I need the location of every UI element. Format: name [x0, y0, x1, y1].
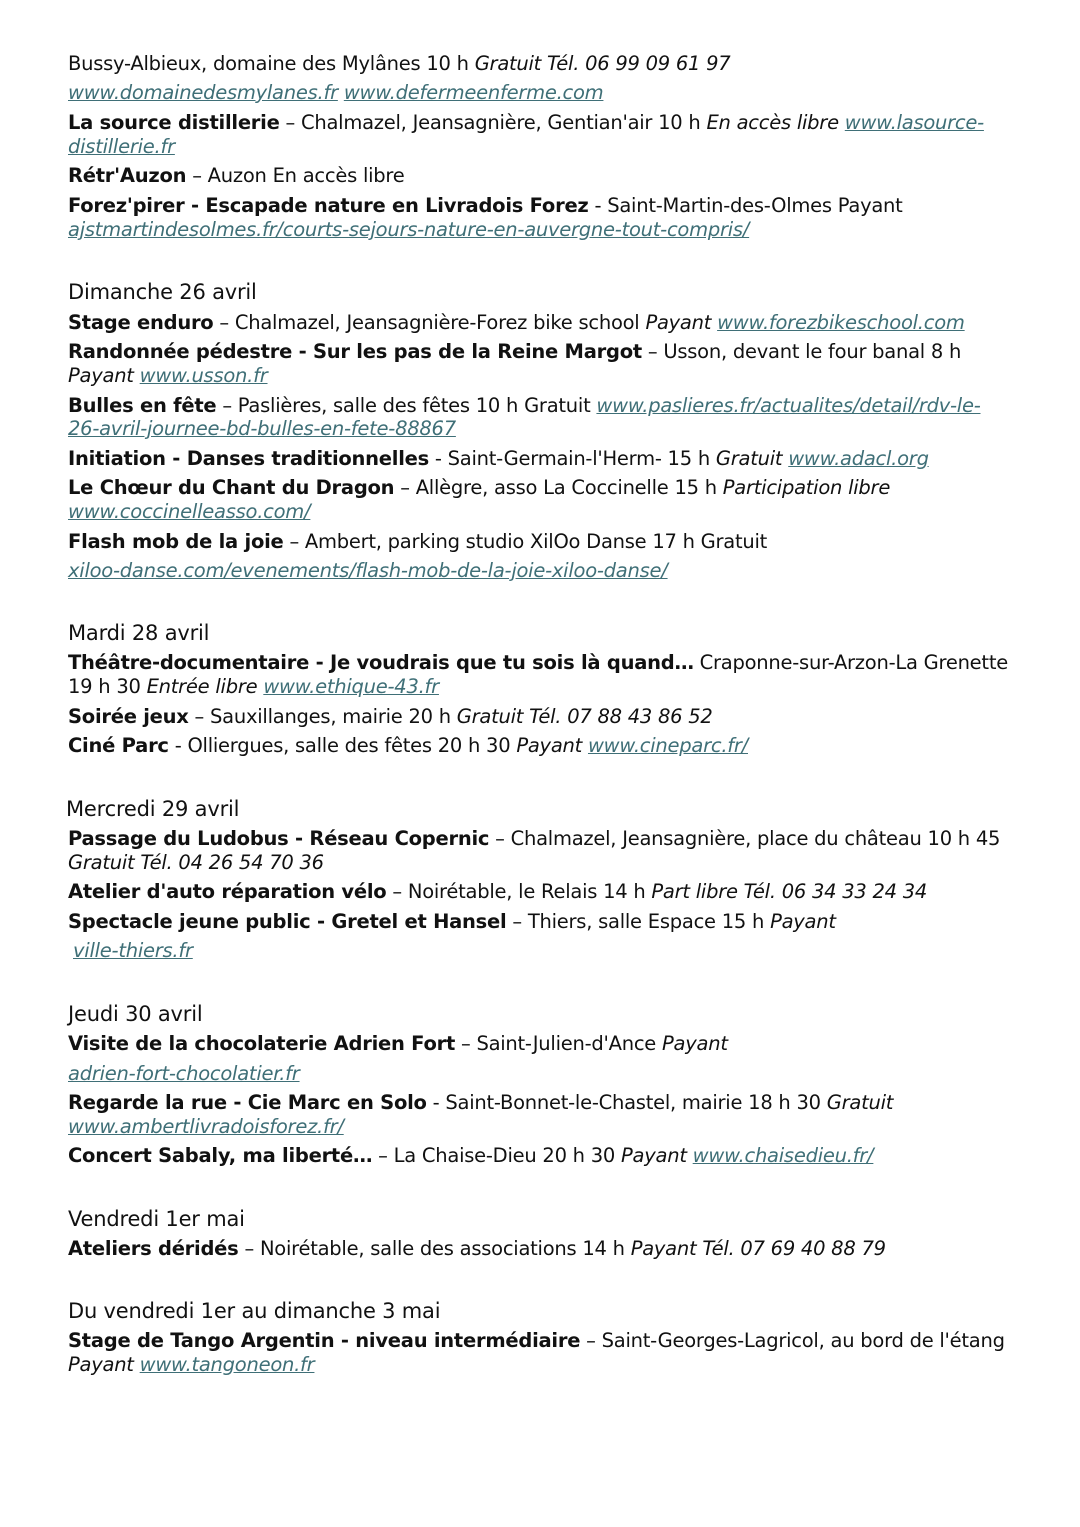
event-details: Chalmazel, Jeansagnière, Gentian'air 10 h	[300, 111, 707, 134]
link-usson[interactable]: www.usson.fr	[139, 364, 268, 387]
event-title: Théâtre-documentaire - Je voudrais que tu sois là quand…	[68, 651, 694, 674]
event-price: Payant	[68, 1353, 140, 1376]
event-details: Saint-Julien-d'Ance	[476, 1032, 663, 1055]
event-choeur-chant-dragon: Le Chœur du Chant du Dragon – Allègre, asso La Coccinelle 15 h Participation libre	[68, 476, 891, 499]
event-bulles-en-fete: Bulles en fête – Paslières, salle des fêtes 10 h Gratuit www.paslieres.fr/actualites/detail/rdv-le-	[68, 394, 981, 417]
event-price: Entrée libre	[146, 675, 264, 698]
day-heading-jeudi-30: Jeudi 30 avril	[68, 1002, 203, 1026]
event-title: La source distillerie	[68, 111, 280, 134]
link-chaisedieu[interactable]: www.chaisedieu.fr/	[692, 1144, 874, 1167]
event-spectacle-jeune-public: Spectacle jeune public - Gretel et Hansel – Thiers, salle Espace 15 h Payant	[68, 910, 836, 933]
event-price: Gratuit	[826, 1091, 894, 1114]
event-details: La Chaise-Dieu 20 h 30	[393, 1144, 622, 1167]
event-details: Saint-Georges-Lagricol, au bord de l'étang	[601, 1329, 1005, 1352]
event-atelier-reparation-velo: Atelier d'auto réparation vélo – Noirétable, le Relais 14 h Part libre Tél. 06 34 33 24 34	[68, 880, 928, 903]
event-link-line	[68, 218, 749, 242]
event-price: Gratuit	[715, 447, 789, 470]
event-title: Ciné Parc	[68, 734, 169, 757]
link-ethique-43[interactable]: www.ethique-43.fr	[263, 675, 439, 698]
event-details: Noirétable, salle des associations 14 h	[259, 1237, 631, 1260]
link-coccinelleasso[interactable]: www.coccinelleasso.com/	[68, 500, 311, 523]
event-price: Payant	[662, 1032, 728, 1055]
event-title: Passage du Ludobus - Réseau Copernic	[68, 827, 490, 850]
day-heading-mercredi-29: Mercredi 29 avril	[66, 797, 240, 821]
event-details: Bussy-Albieux, domaine des Mylânes 10 h	[68, 52, 475, 75]
event-chocolaterie: Visite de la chocolaterie Adrien Fort – Saint-Julien-d'Ance Payant	[68, 1032, 728, 1055]
event-details: Chalmazel, Jeansagnière, place du château 10 h 45	[510, 827, 1001, 850]
link-paslieres-cont[interactable]: 26-avril-journee-bd-bulles-en-fete-88867	[68, 417, 456, 440]
event-details: Sauxillanges, mairie 20 h	[210, 705, 457, 728]
event-time-line	[68, 675, 439, 699]
event-retr-auzon: Rétr'Auzon – Auzon En accès libre	[68, 164, 405, 187]
event-link-line	[68, 1115, 344, 1139]
link-lasource-distillerie[interactable]: www.lasource-	[844, 111, 984, 134]
event-details: Paslières, salle des fêtes 10 h Gratuit	[237, 394, 597, 417]
event-details: Thiers, salle Espace 15 h	[527, 910, 771, 933]
event-title: Rétr'Auzon	[68, 164, 187, 187]
event-link-line	[68, 1062, 300, 1086]
link-adrien-fort[interactable]: adrien-fort-chocolatier.fr	[68, 1062, 300, 1085]
event-price: Participation libre	[722, 476, 891, 499]
event-title: Soirée jeux	[68, 705, 189, 728]
event-price: Payant	[770, 910, 836, 933]
event-details: Noirétable, le Relais 14 h	[407, 880, 652, 903]
event-la-source-distillerie: La source distillerie – Chalmazel, Jeansagnière, Gentian'air 10 h En accès libre www.lasource-	[68, 111, 984, 134]
event-title: Flash mob de la joie	[68, 530, 284, 553]
event-details: Allègre, asso La Coccinelle 15 h	[415, 476, 723, 499]
event-title: Visite de la chocolaterie Adrien Fort	[68, 1032, 456, 1055]
event-initiation-danses: Initiation - Danses traditionnelles - Saint-Germain-l'Herm- 15 h Gratuit www.adacl.org	[68, 447, 929, 470]
event-title: Stage de Tango Argentin - niveau intermédiaire	[68, 1329, 581, 1352]
event-title: Randonnée pédestre - Sur les pas de la Reine Margot	[68, 340, 642, 363]
link-adacl[interactable]: www.adacl.org	[788, 447, 929, 470]
event-title: Atelier d'auto réparation vélo	[68, 880, 387, 903]
event-title: Forez'pirer - Escapade nature en Livradois Forez	[68, 194, 589, 217]
day-heading-vendredi-dimanche: Du vendredi 1er au dimanche 3 mai	[68, 1299, 441, 1323]
event-ateliers-derides: Ateliers déridés – Noirétable, salle des associations 14 h Payant Tél. 07 69 40 88 79	[68, 1237, 886, 1260]
event-price-line	[68, 851, 324, 875]
event-details: Saint-Bonnet-le-Chastel, mairie 18 h 30	[445, 1091, 827, 1114]
day-heading-dimanche-26: Dimanche 26 avril	[68, 280, 257, 304]
day-heading-mardi-28: Mardi 28 avril	[68, 621, 210, 645]
event-price: Gratuit Tél. 04 26 54 70 36	[68, 851, 324, 874]
event-regarde-la-rue: Regarde la rue - Cie Marc en Solo - Saint-Bonnet-le-Chastel, mairie 18 h 30 Gratuit	[68, 1091, 894, 1114]
event-price: Payant	[645, 311, 718, 334]
event-title: Initiation - Danses traditionnelles	[68, 447, 429, 470]
event-link-continuation	[68, 135, 175, 159]
event-details: Saint-Martin-des-Olmes Payant	[607, 194, 903, 217]
event-time: 19 h 30	[68, 675, 147, 698]
event-title: Stage enduro	[68, 311, 214, 334]
event-price: Payant	[68, 364, 140, 387]
event-randonnee-pedestre: Randonnée pédestre - Sur les pas de la Reine Margot – Usson, devant le four banal 8 h	[68, 340, 962, 363]
event-title: Concert Sabaly, ma liberté…	[68, 1144, 373, 1167]
event-details: Ambert, parking studio XilOo Danse 17 h Gratuit	[304, 530, 768, 553]
link-paslieres[interactable]: www.paslieres.fr/actualites/detail/rdv-le-	[596, 394, 981, 417]
event-flash-mob: Flash mob de la joie – Ambert, parking studio XilOo Danse 17 h Gratuit	[68, 530, 768, 553]
event-concert-sabaly: Concert Sabaly, ma liberté… – La Chaise-Dieu 20 h 30 Payant www.chaisedieu.fr/	[68, 1144, 874, 1167]
event-theatre-documentaire	[68, 651, 1008, 675]
event-price: Payant	[516, 734, 588, 757]
link-ajstmartindesolmes[interactable]: ajstmartindesolmes.fr/courts-sejours-nature-en-auvergne-tout-compris/	[68, 218, 750, 241]
event-title: Bulles en fête	[68, 394, 217, 417]
link-ambertlivradoisforez[interactable]: www.ambertlivradoisforez.fr/	[68, 1115, 344, 1138]
event-details: Usson, devant le four banal 8 h	[663, 340, 962, 363]
event-cine-parc: Ciné Parc - Olliergues, salle des fêtes 20 h 30 Payant www.cineparc.fr/	[68, 734, 748, 757]
event-soiree-jeux: Soirée jeux – Sauxillanges, mairie 20 h Gratuit Tél. 07 88 43 86 52	[68, 705, 713, 728]
link-forezbikeschool[interactable]: www.forezbikeschool.com	[717, 311, 965, 334]
event-link-line	[68, 500, 310, 524]
link-domainedesmylanes[interactable]: www.domainedesmylanes.fr	[68, 81, 338, 104]
link-defermeenferme[interactable]: www.defermeenferme.com	[343, 81, 604, 104]
event-title: Regarde la rue - Cie Marc en Solo	[68, 1091, 427, 1114]
event-title: Ateliers déridés	[68, 1237, 239, 1260]
event-forez-pirer: Forez'pirer - Escapade nature en Livradois Forez - Saint-Martin-des-Olmes Payant	[68, 194, 903, 217]
event-price: Gratuit Tél. 06 99 09 61 97	[474, 52, 731, 75]
event-ludobus: Passage du Ludobus - Réseau Copernic – Chalmazel, Jeansagnière, place du château 10 h 45	[68, 827, 1001, 850]
event-price: En accès libre	[706, 111, 845, 134]
event-links	[68, 81, 603, 105]
event-link-line	[73, 939, 193, 963]
event-details: Olliergues, salle des fêtes 20 h 30	[187, 734, 517, 757]
event-link-continuation	[68, 417, 456, 441]
link-tangoneon[interactable]: www.tangoneon.fr	[139, 1353, 315, 1376]
event-price: Payant Tél. 07 69 40 88 79	[630, 1237, 886, 1260]
link-lasource-distillerie-cont[interactable]: distillerie.fr	[68, 135, 175, 158]
event-stage-enduro: Stage enduro – Chalmazel, Jeansagnière-Forez bike school Payant www.forezbikeschool.com	[68, 311, 965, 334]
day-heading-vendredi-1er: Vendredi 1er mai	[68, 1207, 245, 1231]
link-ville-thiers[interactable]: ville-thiers.fr	[73, 939, 193, 962]
event-price: Payant	[621, 1144, 693, 1167]
event-details: Chalmazel, Jeansagnière-Forez bike school	[234, 311, 646, 334]
event-price: Gratuit Tél. 07 88 43 86 52	[456, 705, 713, 728]
event-details: Saint-Germain-l'Herm- 15 h	[447, 447, 716, 470]
event-title: Le Chœur du Chant du Dragon	[68, 476, 395, 499]
event-details: Craponne-sur-Arzon-La Grenette	[699, 651, 1008, 674]
link-cineparc[interactable]: www.cineparc.fr/	[587, 734, 748, 757]
event-price: Part libre Tél. 06 34 33 24 34	[651, 880, 928, 903]
event-price-line	[68, 364, 268, 388]
event-details: Auzon En accès libre	[207, 164, 405, 187]
event-title: Spectacle jeune public - Gretel et Hansel	[68, 910, 507, 933]
event-price-line	[68, 1353, 314, 1377]
link-xiloo-danse[interactable]: xiloo-danse.com/evenements/flash-mob-de-la-joie-xiloo-danse/	[68, 559, 668, 582]
event-stage-tango: Stage de Tango Argentin - niveau intermédiaire – Saint-Georges-Lagricol, au bord de l'étang	[68, 1329, 1005, 1352]
event-link-line	[68, 559, 668, 583]
event-bussy-albieux	[68, 52, 730, 76]
